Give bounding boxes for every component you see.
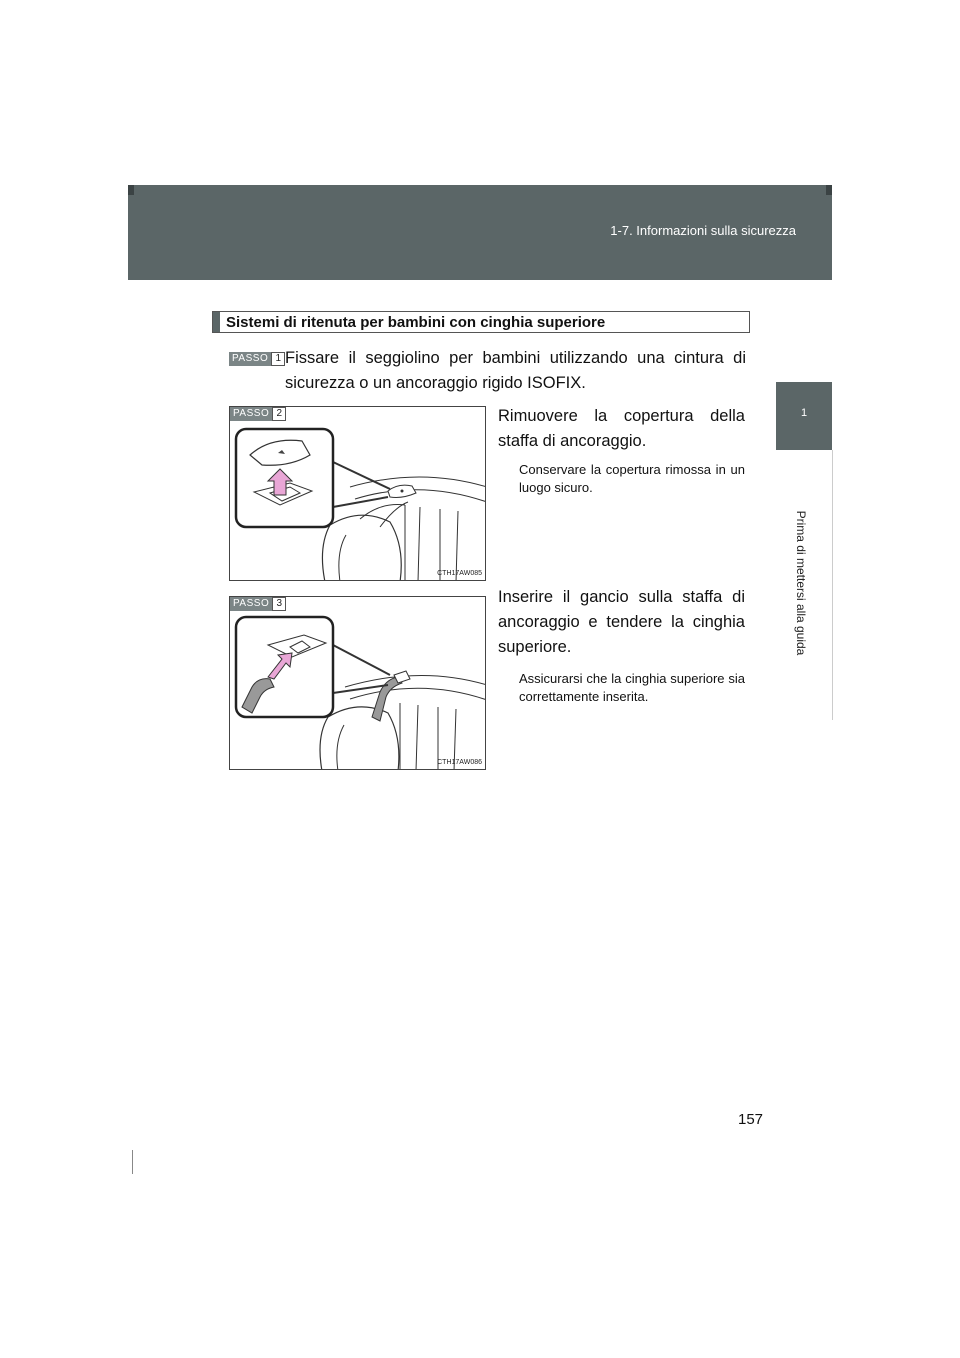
chapter-title: Prima di mettersi alla guida (794, 510, 808, 656)
step-2-figure (229, 406, 486, 581)
header-corner-left (128, 185, 134, 195)
chapter-number: 1 (800, 407, 808, 419)
page-number: 157 (738, 1111, 764, 1128)
margin-mark (132, 1150, 133, 1174)
step-badge-label: PASSO (230, 407, 272, 421)
step-3-note: Assicurarsi che la cinghia superiore sia correttamente inserita. (519, 671, 745, 704)
step-badge-number: 2 (272, 407, 286, 421)
step-3-figure (229, 596, 486, 770)
step-3-badge (230, 597, 286, 611)
chapter-title-vertical (793, 468, 809, 698)
step-badge-number: 1 (271, 352, 285, 366)
step-1-badge (229, 352, 285, 366)
step-2-note: Conservare la copertura rimossa in un luogo sicuro. (519, 462, 745, 495)
strap-hook-icon (372, 671, 410, 721)
step-badge-number: 3 (272, 597, 286, 611)
step-2-text: Rimuovere la copertura della staffa di ancoraggio. (498, 407, 745, 450)
step-1-text: Fissare il seggiolino per bambini utilizzando una cintura di sicurezza o un ancoraggio rigido ISOFIX. (285, 349, 746, 392)
header-corner-right (826, 185, 832, 195)
step-2-badge (230, 407, 286, 421)
section-title-box (212, 311, 750, 333)
header-section-title: 1-7. Informazioni sulla sicurezza (610, 223, 796, 238)
step-3-text: Inserire il gancio sulla staffa di ancoraggio e tendere la cinghia superiore. (498, 588, 745, 656)
step-2-illustration (230, 407, 486, 581)
section-title: Sistemi di ritenuta per bambini con cinghia superiore (226, 314, 606, 331)
figure-code: CTH17AW085 (437, 570, 482, 577)
step-badge-label: PASSO (230, 597, 272, 611)
step-3-illustration (230, 597, 486, 770)
chapter-tab-rule (832, 450, 833, 720)
step-badge-label: PASSO (229, 352, 271, 366)
section-title-bar (213, 312, 220, 332)
figure-code: CTH17AW086 (437, 759, 482, 766)
anchor-cover-icon (388, 485, 416, 497)
chapter-header (128, 185, 832, 280)
